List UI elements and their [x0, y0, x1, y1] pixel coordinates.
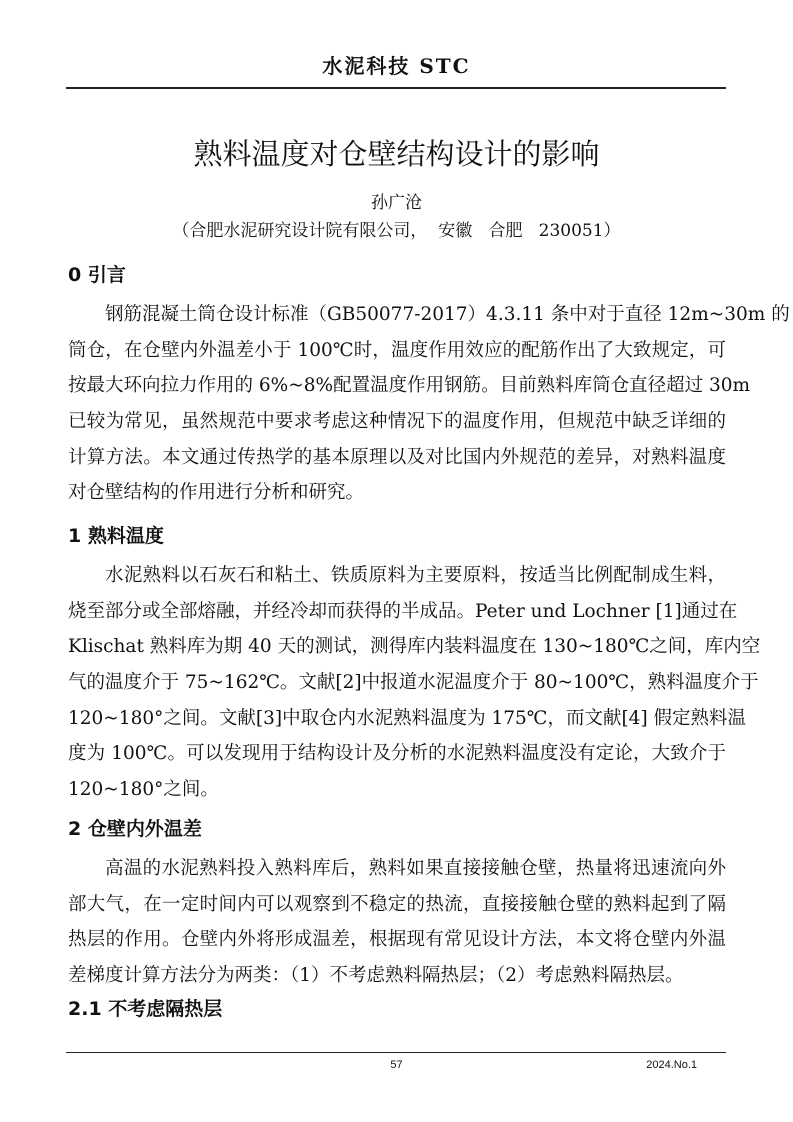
issue-number: 2024.No.1 — [646, 1059, 697, 1071]
header-divider — [66, 87, 726, 89]
text-line: 高温的水泥熟料投入熟料库后，熟料如果直接接触仓壁，热量将迅速流向外 — [105, 858, 726, 879]
text-line: 120~180°之间。文献[3]中取仓内水泥熟料温度为 175℃，而文献[4] 假定熟料温 — [68, 707, 747, 729]
text-line: 筒仓，在仓壁内外温差小于 100℃时，温度作用效应的配筋作出了大致规定，可 — [68, 339, 726, 361]
text-line: 部大气，在一定时间内可以观察到不稳定的热流，直接接触仓壁的熟料起到了隔 — [68, 893, 726, 915]
article-title: 熟料温度对仓壁结构设计的影响 — [193, 137, 600, 171]
page-number: 57 — [390, 1059, 403, 1071]
paragraph — [68, 297, 790, 511]
text-line: Klischat 熟料库为期 40 天的测试，测得库内装料温度在 130~180℃之间，库内空 — [68, 636, 761, 658]
paragraph — [68, 851, 726, 994]
paragraph — [68, 558, 761, 808]
author: 孙广沧 — [371, 193, 422, 213]
footer-divider — [66, 1052, 726, 1053]
affiliation: （合肥水泥研究设计院有限公司， 安徽 合肥 230051） — [172, 221, 621, 241]
journal-header: 水泥科技 STC — [322, 54, 471, 78]
text-line: 差梯度计算方法分为两类：（1）不考虑熟料隔热层；（2）考虑熟料隔热层。 — [68, 965, 684, 987]
section-heading: 2.1 不考虑隔热层 — [68, 998, 223, 1020]
text-line: 按最大环向拉力作用的 6%~8%配置温度作用钢筋。目前熟料库筒仓直径超过 30m — [68, 375, 751, 397]
text-line: 烧至部分或全部熔融，并经冷却而获得的半成品。Peter und Lochner [1]通过在 — [68, 600, 738, 622]
text-line: 气的温度介于 75~162℃。文献[2]中报道水泥温度介于 80~100℃，熟料温度介于 — [68, 672, 759, 694]
text-line: 120~180°之间。 — [68, 779, 219, 801]
text-line: 钢筋混凝土筒仓设计标准（GB50077-2017）4.3.11 条中对于直径 12m~30m 的 — [105, 304, 790, 325]
section-heading: 0 引言 — [68, 264, 126, 286]
text-line: 已较为常见，虽然规范中要求考虑这种情况下的温度作用，但规范中缺乏详细的 — [68, 411, 726, 433]
text-line: 热层的作用。仓壁内外将形成温差，根据现有常见设计方法，本文将仓壁内外温 — [68, 929, 726, 951]
section-heading: 2 仓壁内外温差 — [68, 818, 202, 840]
text-line: 计算方法。本文通过传热学的基本原理以及对比国内外规范的差异，对熟料温度 — [68, 446, 726, 468]
text-line: 水泥熟料以石灰石和粘土、铁质原料为主要原料，按适当比例配制成生料， — [105, 565, 726, 586]
section-heading: 1 熟料温度 — [68, 525, 164, 547]
text-line: 度为 100℃。可以发现用于结构设计及分析的水泥熟料温度没有定论，大致介于 — [68, 743, 726, 765]
text-line: 对仓壁结构的作用进行分析和研究。 — [68, 482, 365, 504]
